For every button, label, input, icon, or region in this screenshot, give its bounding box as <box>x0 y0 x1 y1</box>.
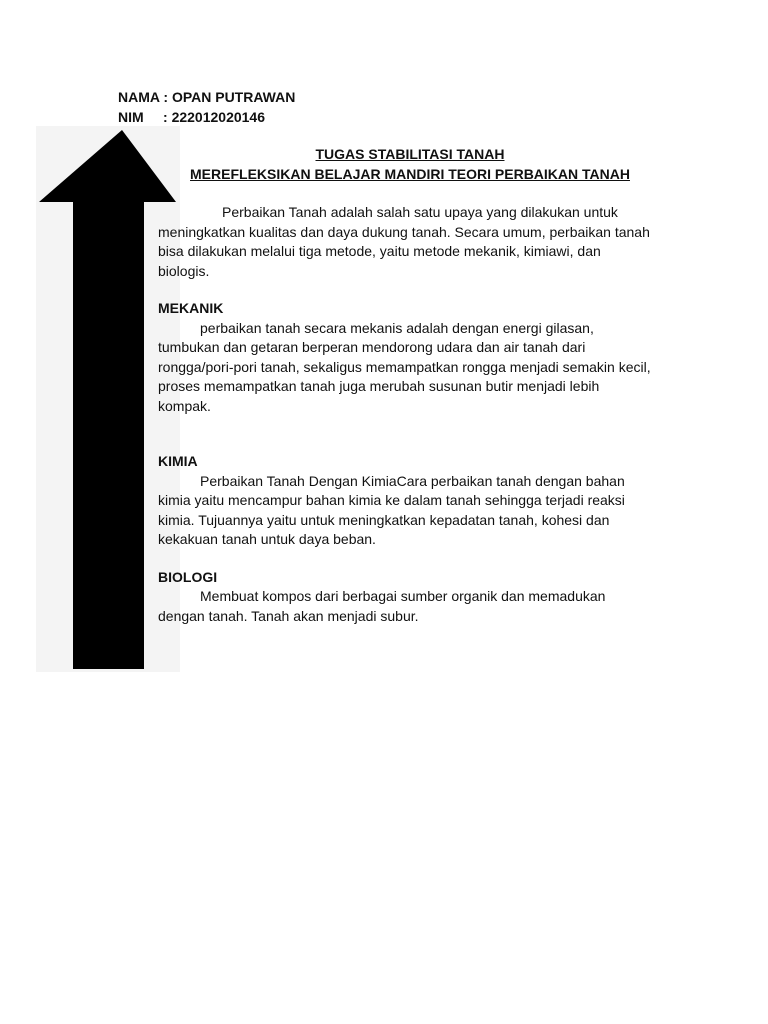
title-line-1: TUGAS STABILITASI TANAH <box>315 146 505 162</box>
name-value: OPAN PUTRAWAN <box>171 89 296 105</box>
document-title <box>150 144 670 184</box>
section-body-mekanik: perbaikan tanah secara mekanis adalah dengan energi gilasan, tumbukan dan getaran berperan mendorong udara dan air tanah dari rongga/pori-pori tanah, sekaligus memampatkan rongga menjadi semakin kecil, proses memampatkan tanah juga merubah susunan butir menjadi lebih kompak. <box>158 319 651 414</box>
student-header <box>118 87 295 127</box>
section-heading-kimia: KIMIA <box>158 453 198 469</box>
section-heading-mekanik: MEKANIK <box>158 300 224 316</box>
section-heading-biologi: BIOLOGI <box>158 568 218 585</box>
name-row: NAMA : OPAN PUTRAWAN <box>118 89 296 105</box>
section-body-biologi: Membuat kompos dari berbagai sumber organik dan memadukan dengan tanah. Tanah akan menjadi subur. <box>158 588 606 624</box>
intro-paragraph: Perbaikan Tanah adalah salah satu upaya yang dilakukan untuk meningkatkan kualitas dan daya dukung tanah. Secara umum, perbaikan tanah bisa dilakukan melalui tiga metode, yaitu metode mekanik, kimiawi, dan biologis. <box>158 204 650 279</box>
title-line-2: MEREFLEKSIKAN BELAJAR MANDIRI TEORI PERBAIKAN TANAH <box>190 166 630 182</box>
nim-value: 222012020146 <box>171 109 265 125</box>
section-body-kimia: Perbaikan Tanah Dengan KimiaCara perbaikan tanah dengan bahan kimia yaitu mencampur bahan kimia ke dalam tanah sehingga terjadi reaksi kimia. Tujuannya yaitu untuk meningkatkan kepadatan tanah, kohesi dan kekakuan tanah untuk daya beban. <box>158 472 625 547</box>
document-body <box>158 203 652 626</box>
nim-label: NIM <box>118 109 144 125</box>
nim-row: NIM : 222012020146 <box>118 109 265 125</box>
name-label: NAMA <box>118 89 160 105</box>
